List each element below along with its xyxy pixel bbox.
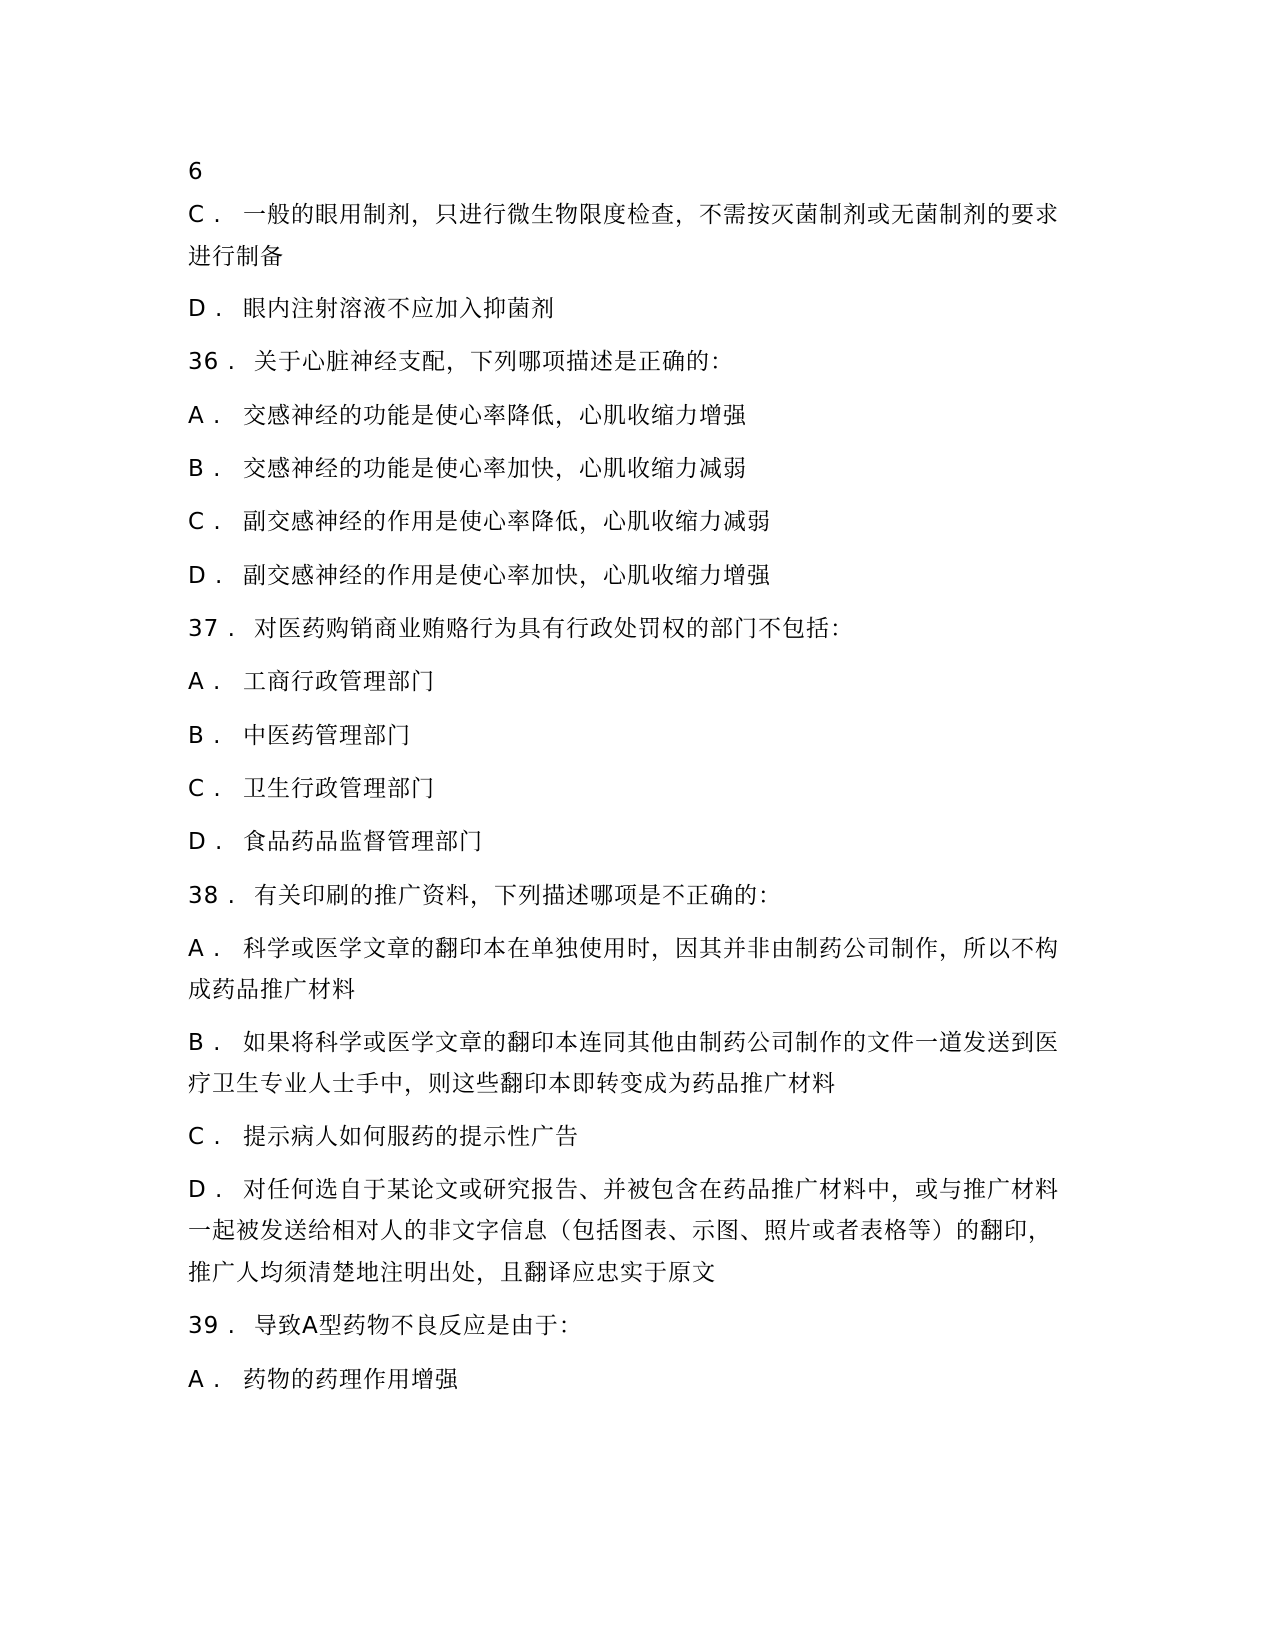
question-text: 有关印刷的推广资料，下列描述哪项是不正确的： — [254, 883, 782, 909]
question-text: 导致A型药物不良反应是由于： — [254, 1313, 583, 1339]
option-marker: D . — [188, 296, 224, 322]
option-marker: D . — [188, 829, 224, 855]
option-text: 副交感神经的作用是使心率加快，心肌收缩力增强 — [243, 563, 771, 589]
option-d — [188, 287, 1088, 331]
option-text: 眼内注射溶液不应加入抑菌剂 — [243, 296, 555, 322]
option-text: 副交感神经的作用是使心率降低，心肌收缩力减弱 — [243, 509, 771, 535]
option-b — [188, 447, 1088, 491]
option-a — [188, 927, 1088, 971]
option-text: 提示病人如何服药的提示性广告 — [243, 1124, 579, 1150]
question-number: 36 . — [188, 349, 236, 375]
question-text: 对医药购销商业贿赂行为具有行政处罚权的部门不包括： — [254, 616, 854, 642]
option-d-continued — [188, 1209, 1088, 1253]
option-c-continued — [188, 235, 1088, 279]
option-marker: A . — [188, 936, 222, 962]
option-c — [188, 1115, 1088, 1159]
question-number: 38 . — [188, 883, 236, 909]
question-number: 37 . — [188, 616, 236, 642]
option-d — [188, 820, 1088, 864]
option-marker: A . — [188, 1367, 222, 1393]
option-text: 对任何选自于某论文或研究报告、并被包含在药品推广材料中，或与推广材料 — [243, 1177, 1059, 1203]
option-text: 进行制备 — [188, 244, 284, 270]
question-39 — [188, 1304, 1088, 1348]
option-marker: B . — [188, 723, 222, 749]
option-text: 一般的眼用制剂，只进行微生物限度检查，不需按灭菌制剂或无菌制剂的要求 — [243, 202, 1059, 228]
option-text: 交感神经的功能是使心率加快，心肌收缩力减弱 — [243, 456, 747, 482]
option-text: 成药品推广材料 — [188, 977, 356, 1003]
option-c — [188, 500, 1088, 544]
question-text: 关于心脏神经支配，下列哪项描述是正确的： — [254, 349, 734, 375]
option-d-continued — [188, 1251, 1088, 1295]
option-marker: A . — [188, 403, 222, 429]
option-a — [188, 660, 1088, 704]
option-marker: C . — [188, 509, 222, 535]
option-text: 科学或医学文章的翻印本在单独使用时，因其并非由制药公司制作，所以不构 — [243, 936, 1059, 962]
option-marker: D . — [188, 1177, 224, 1203]
question-number: 39 . — [188, 1313, 236, 1339]
option-a-continued — [188, 968, 1088, 1012]
option-marker: C . — [188, 1124, 222, 1150]
option-text: 工商行政管理部门 — [243, 669, 435, 695]
option-b — [188, 1021, 1088, 1065]
page-number: 6 — [188, 159, 204, 185]
option-marker: C . — [188, 776, 222, 802]
option-marker: C . — [188, 202, 222, 228]
option-d — [188, 554, 1088, 598]
option-text: 交感神经的功能是使心率降低，心肌收缩力增强 — [243, 403, 747, 429]
option-a — [188, 1358, 1088, 1402]
option-text: 推广人均须清楚地注明出处，且翻译应忠实于原文 — [188, 1260, 716, 1286]
option-b-continued — [188, 1062, 1088, 1106]
option-text: 药物的药理作用增强 — [243, 1367, 459, 1393]
option-d — [188, 1168, 1088, 1212]
question-37 — [188, 607, 1088, 651]
option-text: 疗卫生专业人士手中，则这些翻印本即转变成为药品推广材料 — [188, 1071, 836, 1097]
question-38 — [188, 874, 1088, 918]
option-a — [188, 394, 1088, 438]
option-marker: A . — [188, 669, 222, 695]
option-b — [188, 714, 1088, 758]
option-text: 中医药管理部门 — [243, 723, 411, 749]
option-marker: B . — [188, 1030, 222, 1056]
option-c — [188, 767, 1088, 811]
option-c — [188, 193, 1088, 237]
option-text: 食品药品监督管理部门 — [243, 829, 483, 855]
question-36 — [188, 340, 1088, 384]
option-text: 卫生行政管理部门 — [243, 776, 435, 802]
option-text: 一起被发送给相对人的非文字信息（包括图表、示图、照片或者表格等）的翻印， — [188, 1218, 1052, 1244]
option-marker: B . — [188, 456, 222, 482]
option-marker: D . — [188, 563, 224, 589]
option-text: 如果将科学或医学文章的翻印本连同其他由制药公司制作的文件一道发送到医 — [243, 1030, 1059, 1056]
